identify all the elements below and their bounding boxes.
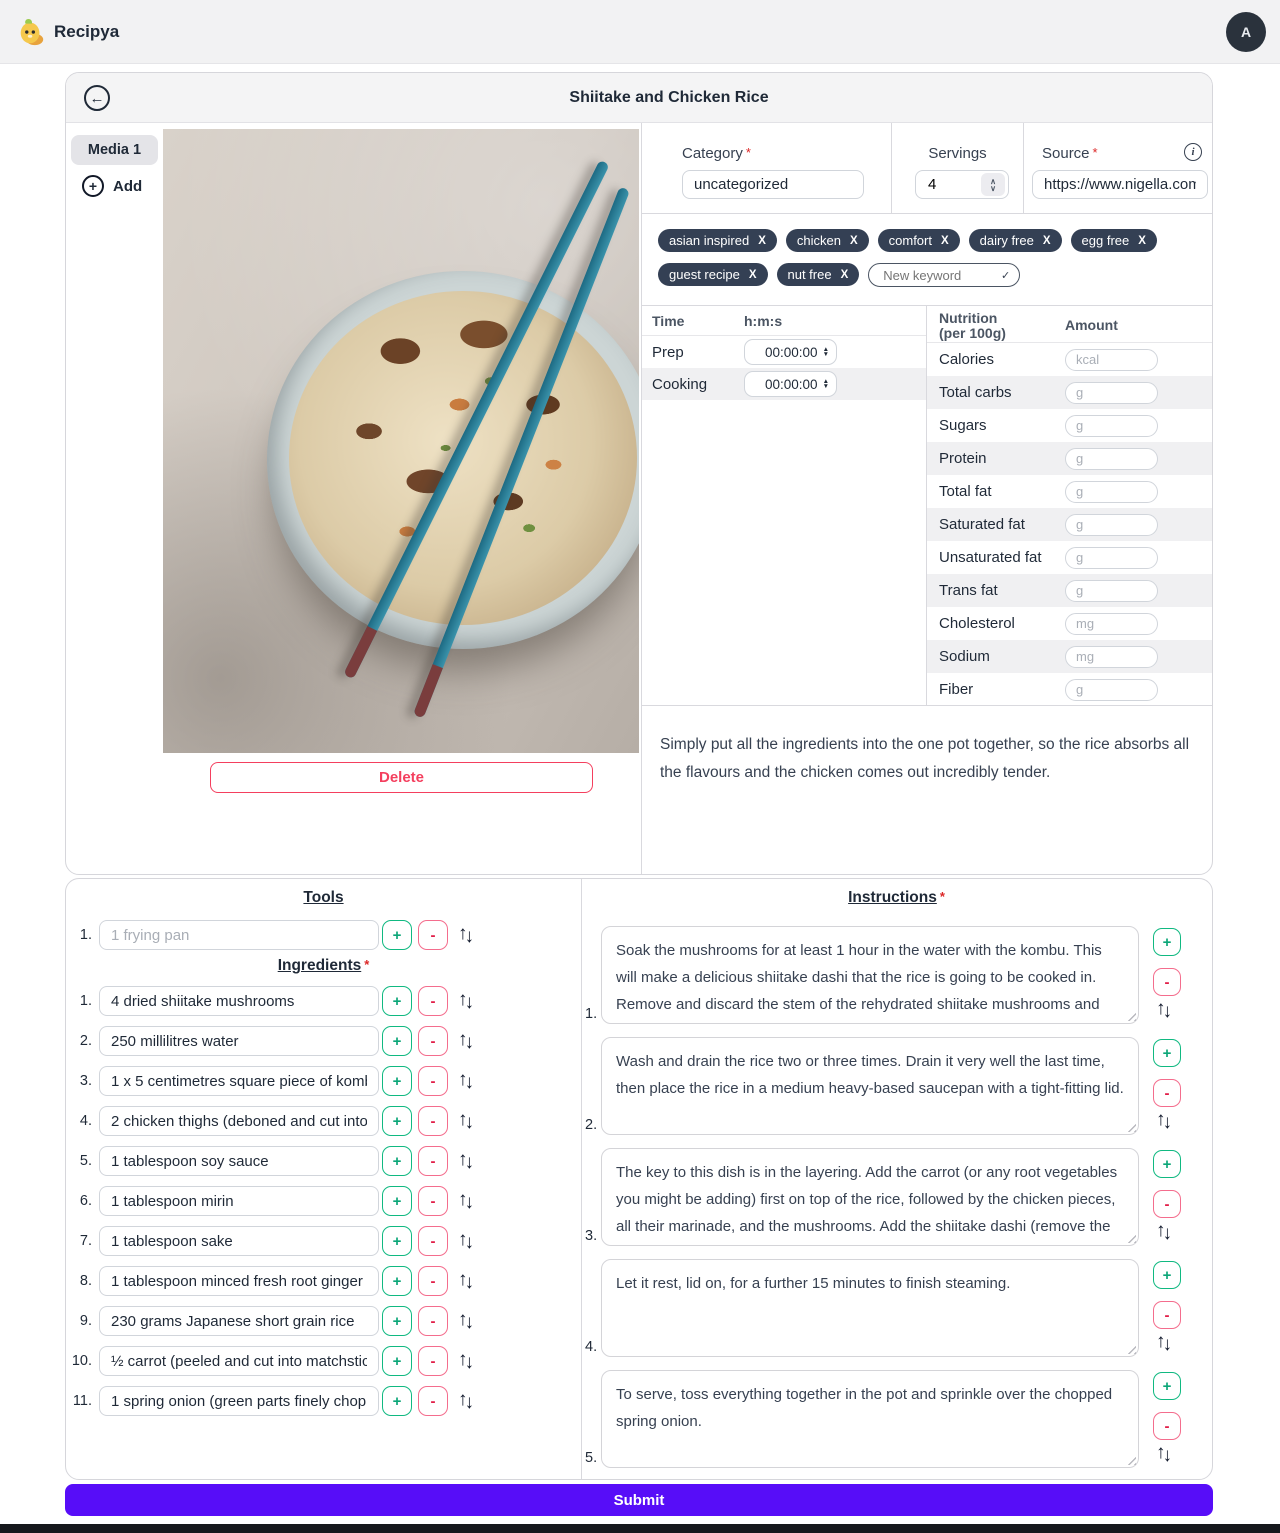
required-asterisk: * bbox=[1092, 145, 1098, 160]
ingredient-row: 7. 1 tablespoon sake + - ↑ ↓ bbox=[66, 1226, 581, 1256]
ingredient-input[interactable] bbox=[99, 986, 379, 1016]
keyword-tag[interactable]: guest recipe X bbox=[658, 263, 768, 286]
reorder-icon[interactable]: ↑ ↓ bbox=[1156, 1442, 1169, 1466]
ingredient-input[interactable] bbox=[99, 1026, 379, 1056]
instruction-textarea[interactable] bbox=[601, 1148, 1139, 1246]
details-row bbox=[642, 123, 1212, 214]
media-tab[interactable]: Media 1 bbox=[71, 135, 158, 165]
tools-ingredients-instructions-card bbox=[65, 878, 1213, 1480]
remove-instruction-button[interactable]: - bbox=[1153, 1301, 1181, 1329]
servings-stepper bbox=[915, 170, 1009, 199]
avatar[interactable] bbox=[1226, 12, 1266, 52]
reorder-icon[interactable]: ↑ ↓ bbox=[458, 1309, 471, 1333]
category-label: Category * bbox=[682, 145, 751, 162]
keyword-tag[interactable]: dairy free X bbox=[969, 229, 1062, 252]
recipe-details-panel bbox=[641, 123, 1212, 874]
ingredient-row: 1. 4 dried shiitake mushrooms + - ↑ ↓ bbox=[66, 986, 581, 1016]
ingredient-input[interactable] bbox=[99, 1266, 379, 1296]
add-ingredient-button[interactable]: + bbox=[382, 1146, 412, 1176]
keyword-tag[interactable]: comfort X bbox=[878, 229, 960, 252]
instruction-row: Let it rest, lid on, for a further 15 minutes to finish steaming. 4. + - ↑ ↓ bbox=[581, 1259, 1212, 1357]
cooking-time-input[interactable]: 00:00:00 ▲ ▼ bbox=[744, 371, 837, 397]
add-instruction-button[interactable]: + bbox=[1153, 1261, 1181, 1289]
keyword-tag[interactable]: nut free X bbox=[777, 263, 860, 286]
nutrition-rows bbox=[927, 343, 1212, 706]
required-asterisk: * bbox=[939, 889, 945, 904]
remove-ingredient-button[interactable]: - bbox=[418, 1066, 448, 1096]
reorder-icon[interactable]: ↑ ↓ bbox=[458, 1389, 471, 1413]
confirm-keyword-icon[interactable]: ✓ bbox=[1001, 269, 1011, 282]
category-input[interactable] bbox=[682, 170, 864, 199]
instruction-row: Soak the mushrooms for at least 1 hour in the water with the kombu. This will make a delicious shiitake dashi that the rice is going to be cooked in. Remove and discard the stem of the rehydrated shiitake mushrooms and 1. + - ↑ ↓ bbox=[581, 926, 1212, 1024]
servings-label: Servings bbox=[928, 145, 987, 162]
left-column bbox=[66, 879, 581, 1479]
remove-ingredient-button[interactable]: - bbox=[418, 1346, 448, 1376]
add-media-button[interactable] bbox=[82, 175, 142, 197]
add-ingredient-button[interactable]: + bbox=[382, 1266, 412, 1296]
source-cell bbox=[1024, 123, 1212, 213]
remove-ingredient-button[interactable]: - bbox=[418, 1186, 448, 1216]
keyword-tag[interactable]: chicken X bbox=[786, 229, 869, 252]
nutrition-row: Total carbs g bbox=[927, 376, 1212, 409]
remove-tag-icon[interactable]: X bbox=[840, 268, 849, 281]
remove-ingredient-button[interactable]: - bbox=[418, 1026, 448, 1056]
remove-instruction-button[interactable]: - bbox=[1153, 968, 1181, 996]
instruction-textarea[interactable] bbox=[601, 926, 1139, 1024]
source-input[interactable] bbox=[1032, 170, 1208, 199]
app-header bbox=[0, 0, 1280, 64]
add-instruction-button[interactable]: + bbox=[1153, 1372, 1181, 1400]
total-fat-input[interactable] bbox=[1065, 481, 1158, 503]
reorder-icon[interactable]: ↑ ↓ bbox=[1156, 1220, 1169, 1244]
instruction-row: To serve, toss everything together in the pot and sprinkle over the chopped spring onion. 5. + - ↑ ↓ bbox=[581, 1370, 1212, 1468]
reorder-icon[interactable]: ↑ ↓ bbox=[458, 1069, 471, 1093]
avatar-initial: A bbox=[1240, 24, 1252, 40]
remove-ingredient-button[interactable]: - bbox=[418, 1226, 448, 1256]
add-ingredient-button[interactable]: + bbox=[382, 986, 412, 1016]
ingredient-row: 8. 1 tablespoon minced fresh root ginger + - ↑ ↓ bbox=[66, 1266, 581, 1296]
nutrition-table bbox=[927, 306, 1212, 705]
source-label: Source * bbox=[1042, 145, 1098, 162]
add-ingredient-button[interactable]: + bbox=[382, 1386, 412, 1416]
app-name: Recipya bbox=[54, 21, 120, 41]
ingredient-input[interactable] bbox=[99, 1346, 379, 1376]
keyword-tag[interactable]: egg free X bbox=[1071, 229, 1157, 252]
add-ingredient-button[interactable]: + bbox=[382, 1066, 412, 1096]
nutrition-table-header: Nutrition (per 100g) Amount bbox=[927, 306, 1212, 343]
ingredient-input[interactable] bbox=[99, 1106, 379, 1136]
nutrition-row: Sugars g bbox=[927, 409, 1212, 442]
instruction-row: Wash and drain the rice two or three times. Drain it very well the last time, then place the rice in a medium heavy-based saucepan with a tight-fitting lid. 2. + - ↑ ↓ bbox=[581, 1037, 1212, 1135]
nutrition-row: Saturated fat g bbox=[927, 508, 1212, 541]
footer-strip bbox=[0, 1524, 1280, 1533]
new-keyword-input[interactable] bbox=[881, 267, 991, 284]
ingredient-row: 10. ½ carrot (peeled and cut into matchsticks) + - ↑ ↓ bbox=[66, 1346, 581, 1376]
add-instruction-button[interactable]: + bbox=[1153, 1039, 1181, 1067]
nutrition-row: Protein g bbox=[927, 442, 1212, 475]
recipe-title-bar bbox=[66, 73, 1212, 123]
reorder-icon[interactable]: ↑ ↓ bbox=[1156, 1109, 1169, 1133]
remove-tag-icon[interactable]: X bbox=[849, 234, 858, 247]
remove-instruction-button[interactable]: - bbox=[1153, 1079, 1181, 1107]
add-tool-button[interactable]: + bbox=[382, 920, 412, 950]
keyword-tag[interactable]: asian inspired X bbox=[658, 229, 777, 252]
remove-ingredient-button[interactable]: - bbox=[418, 986, 448, 1016]
ingredient-row: 5. 1 tablespoon soy sauce + - ↑ ↓ bbox=[66, 1146, 581, 1176]
add-ingredient-button[interactable]: + bbox=[382, 1186, 412, 1216]
required-asterisk: * bbox=[364, 957, 370, 972]
remove-tag-icon[interactable]: X bbox=[748, 268, 757, 281]
app-logo-icon bbox=[16, 17, 46, 47]
ingredients-title: Ingredients * bbox=[277, 957, 370, 974]
nutrition-row: Calories kcal bbox=[927, 343, 1212, 376]
remove-tag-icon[interactable]: X bbox=[758, 234, 766, 247]
remove-ingredient-button[interactable]: - bbox=[418, 1306, 448, 1336]
reorder-icon[interactable]: ↑ ↓ bbox=[1156, 998, 1169, 1022]
add-ingredient-button[interactable]: + bbox=[382, 1226, 412, 1256]
remove-ingredient-button[interactable]: - bbox=[418, 1386, 448, 1416]
delete-media-button[interactable]: Delete bbox=[210, 762, 593, 793]
reorder-icon[interactable]: ↑ ↓ bbox=[458, 1269, 471, 1293]
ingredient-input[interactable] bbox=[99, 1146, 379, 1176]
ingredient-input[interactable] bbox=[99, 1306, 379, 1336]
reorder-icon[interactable]: ↑ ↓ bbox=[458, 1029, 471, 1053]
required-asterisk: * bbox=[745, 145, 751, 160]
add-instruction-button[interactable]: + bbox=[1153, 1150, 1181, 1178]
time-nutrition-section bbox=[642, 306, 1212, 706]
recipe-description[interactable]: Simply put all the ingredients into the one pot together, so the rice absorbs all the flavours and the chicken comes out incredibly tender. bbox=[660, 736, 1190, 781]
instruction-textarea[interactable] bbox=[601, 1037, 1139, 1135]
reorder-icon[interactable]: ↑ ↓ bbox=[1156, 1331, 1169, 1355]
calories-input[interactable] bbox=[1065, 349, 1158, 371]
time-row bbox=[642, 336, 926, 368]
ingredient-input[interactable] bbox=[99, 1226, 379, 1256]
reorder-icon[interactable]: ↑ ↓ bbox=[458, 1349, 471, 1373]
total-carbs-input[interactable] bbox=[1065, 382, 1158, 404]
servings-cell bbox=[892, 123, 1024, 213]
reorder-icon[interactable]: ↑ ↓ bbox=[458, 1149, 471, 1173]
cholesterol-input[interactable] bbox=[1065, 613, 1158, 635]
ingredient-row: 6. 1 tablespoon mirin + - ↑ ↓ bbox=[66, 1186, 581, 1216]
keywords-section bbox=[642, 214, 1212, 306]
prep-time-input[interactable]: 00:00:00 ▲ ▼ bbox=[744, 339, 837, 365]
ingredient-input[interactable] bbox=[99, 1066, 379, 1096]
reorder-icon[interactable]: ↑ ↓ bbox=[458, 989, 471, 1013]
add-instruction-button[interactable]: + bbox=[1153, 928, 1181, 956]
remove-ingredient-button[interactable]: - bbox=[418, 1266, 448, 1296]
ingredient-row: 4. 2 chicken thighs (deboned and cut into + - ↑ ↓ bbox=[66, 1106, 581, 1136]
remove-instruction-button[interactable]: - bbox=[1153, 1190, 1181, 1218]
nutrition-row: Total fat g bbox=[927, 475, 1212, 508]
remove-tag-icon[interactable]: X bbox=[1042, 234, 1051, 247]
ingredient-row: 9. 230 grams Japanese short grain rice + - ↑ ↓ bbox=[66, 1306, 581, 1336]
reorder-icon[interactable]: ↑ ↓ bbox=[458, 923, 471, 947]
submit-button[interactable]: Submit bbox=[65, 1484, 1213, 1516]
recipe-photo bbox=[163, 129, 639, 753]
ingredient-row: 2. 250 millilitres water + - ↑ ↓ bbox=[66, 1026, 581, 1056]
time-stepper-icon[interactable]: ▲ ▼ bbox=[822, 345, 829, 358]
sugars-input[interactable] bbox=[1065, 415, 1158, 437]
ingredient-row: 3. 1 x 5 centimetres square piece of kombu + - ↑ ↓ bbox=[66, 1066, 581, 1096]
nutrition-row: Sodium mg bbox=[927, 640, 1212, 673]
tools-title: Tools bbox=[303, 889, 344, 906]
add-ingredient-button[interactable]: + bbox=[382, 1026, 412, 1056]
recipe-edit-card bbox=[65, 72, 1213, 875]
ingredient-input[interactable] bbox=[99, 1386, 379, 1416]
instructions-title: Instructions * bbox=[848, 889, 945, 906]
back-button[interactable] bbox=[84, 85, 110, 111]
new-keyword-pill bbox=[868, 263, 1020, 287]
add-ingredient-button[interactable]: + bbox=[382, 1106, 412, 1136]
remove-tag-icon[interactable]: X bbox=[940, 234, 949, 247]
reorder-icon[interactable]: ↑ ↓ bbox=[458, 1229, 471, 1253]
nutrition-row: Fiber g bbox=[927, 673, 1212, 706]
time-row bbox=[642, 368, 926, 400]
nutrition-row: Trans fat g bbox=[927, 574, 1212, 607]
tool-row: 1. 1 frying pan + - ↑ ↓ bbox=[66, 920, 581, 950]
time-stepper-icon[interactable]: ▲ ▼ bbox=[822, 377, 829, 390]
back-arrow-icon: ← bbox=[89, 89, 105, 107]
remove-ingredient-button[interactable]: - bbox=[418, 1146, 448, 1176]
instructions-column bbox=[581, 879, 1212, 1479]
servings-spinner[interactable] bbox=[981, 173, 1005, 196]
recipe-title: Shiitake and Chicken Rice bbox=[569, 88, 769, 106]
time-table bbox=[642, 306, 927, 705]
reorder-icon[interactable]: ↑ ↓ bbox=[458, 1109, 471, 1133]
time-row-label: Prep bbox=[652, 343, 684, 361]
reorder-icon[interactable]: ↑ ↓ bbox=[458, 1189, 471, 1213]
info-icon[interactable]: i bbox=[1184, 143, 1202, 161]
remove-instruction-button[interactable]: - bbox=[1153, 1412, 1181, 1440]
remove-tool-button[interactable]: - bbox=[418, 920, 448, 950]
time-table-header: Time h:m:s bbox=[642, 306, 926, 336]
ingredient-row: 11. 1 spring onion (green parts finely chopped) + - ↑ ↓ bbox=[66, 1386, 581, 1416]
spinner-down-icon[interactable]: ∨ bbox=[990, 183, 996, 193]
add-media-label: Add bbox=[113, 177, 143, 195]
spinner-up-icon[interactable]: ∧ bbox=[990, 176, 996, 186]
ingredient-input[interactable] bbox=[99, 1186, 379, 1216]
nutrition-row: Unsaturated fat g bbox=[927, 541, 1212, 574]
instruction-textarea[interactable] bbox=[601, 1370, 1139, 1468]
add-ingredient-button[interactable]: + bbox=[382, 1306, 412, 1336]
tool-input[interactable] bbox=[99, 920, 379, 950]
add-ingredient-button[interactable]: + bbox=[382, 1346, 412, 1376]
sodium-input[interactable] bbox=[1065, 646, 1158, 668]
instruction-row: The key to this dish is in the layering. Add the carrot (or any root vegetables you might be adding) first on top of the rice, followed by the chicken pieces, all their marinade, and the mushrooms. Add the shiitake dashi (remove the 3. + - ↑ ↓ bbox=[581, 1148, 1212, 1246]
protein-input[interactable] bbox=[1065, 448, 1158, 470]
fiber-input[interactable] bbox=[1065, 679, 1158, 701]
remove-tag-icon[interactable]: X bbox=[1138, 234, 1146, 247]
time-row-label: Cooking bbox=[652, 375, 708, 393]
unsaturated-fat-input[interactable] bbox=[1065, 547, 1158, 569]
category-cell bbox=[642, 123, 892, 213]
instruction-textarea[interactable] bbox=[601, 1259, 1139, 1357]
remove-ingredient-button[interactable]: - bbox=[418, 1106, 448, 1136]
plus-circle-icon: + bbox=[82, 175, 104, 197]
trans-fat-input[interactable] bbox=[1065, 580, 1158, 602]
nutrition-row: Cholesterol mg bbox=[927, 607, 1212, 640]
servings-input[interactable] bbox=[916, 176, 968, 193]
saturated-fat-input[interactable] bbox=[1065, 514, 1158, 536]
